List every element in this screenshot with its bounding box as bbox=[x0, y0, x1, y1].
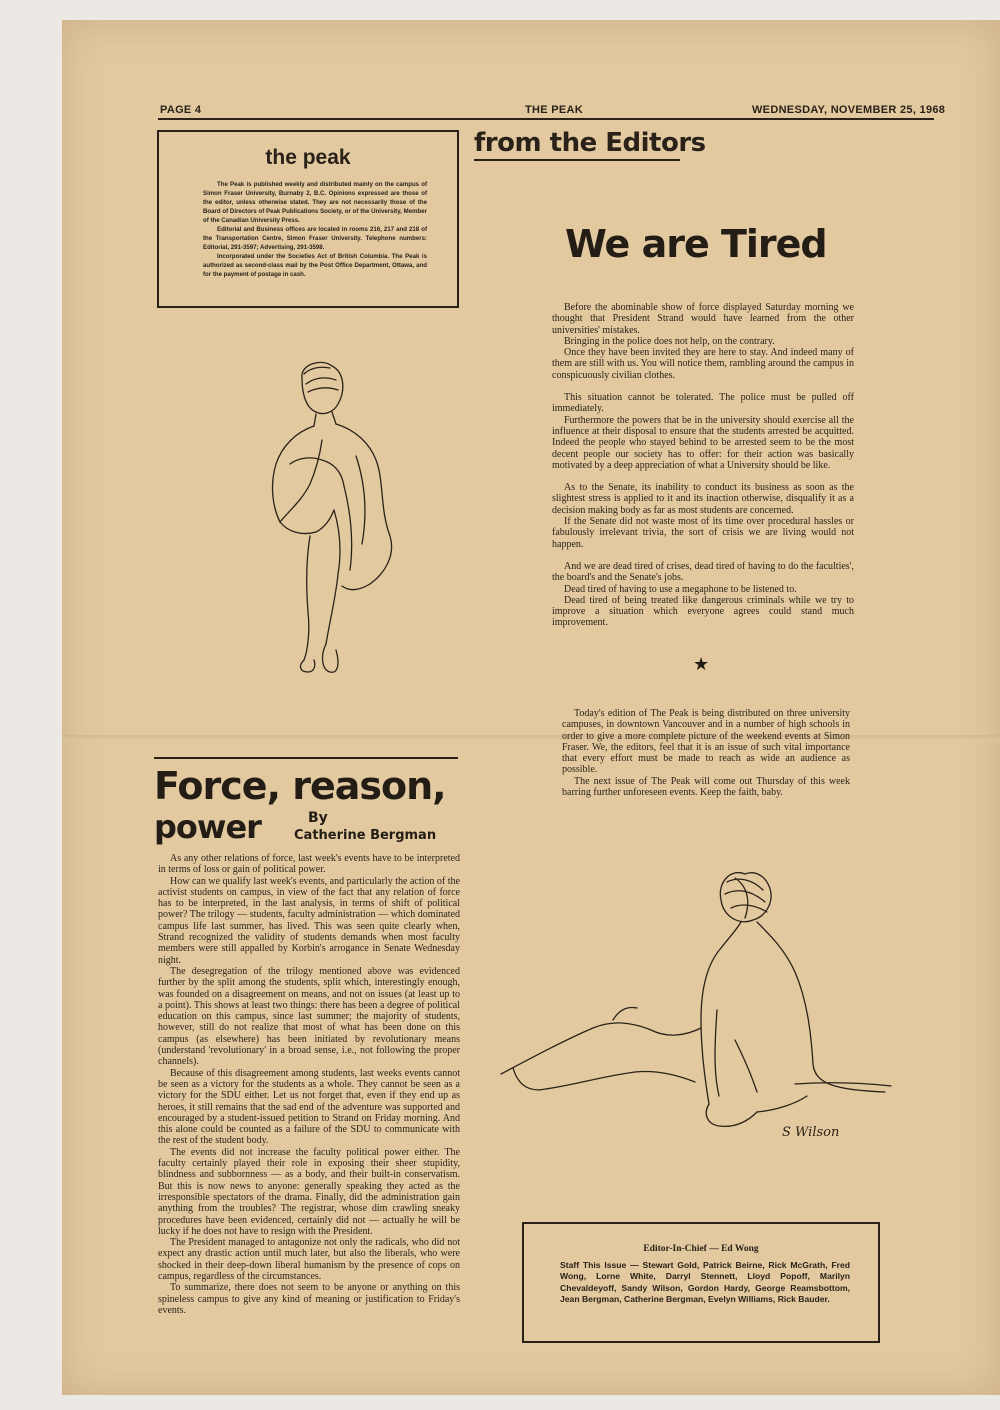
editorial-paragraph: Furthermore the powers that be in the university should exercise all the influence at their disposal to ensure that the students arrested be acquitted. Indeed the people who stayed behind to be arrested seem to be the most decent people our society has to offer: for their action was basically motivated by a deep appreciation of what a University should be like. bbox=[552, 414, 854, 471]
article-paragraph: The President managed to antagonize not only the radicals, who did not expect any drastic action until much later, but also the liberals, who were shocked in their deep-down liberal humanism by the presence of cops on campus, regardless of the circumstances. bbox=[158, 1237, 460, 1282]
editorial-body bbox=[552, 302, 854, 629]
paper-name: THE PEAK bbox=[525, 104, 584, 116]
editorial-paragraph: As to the Senate, its inability to conduct its business as soon as the slightest stress is applied to it and its inaction otherwise, disqualify it as a decision making body as far as most students are concerned. bbox=[552, 482, 854, 516]
note-paragraph: Today's edition of The Peak is being distributed on three university campuses, in downtown Vancouver and in a number of high schools in order to give a more complete picture of the weekend events at Simon Fraser. We, the editors, feel that it is an issue of such vital importance that every effort must be made to reach as wide an audience as possible. bbox=[562, 708, 850, 776]
masthead-paragraph: Editorial and Business offices are located in rooms 216, 217 and 218 of the Transportation Centre, Simon Fraser University. Telephone numbers: Editorial, 291-3597; Advertising, 291-3598. bbox=[203, 226, 427, 251]
masthead-paragraph: Incorporated under the Societies Act of British Columbia. The Peak is authorized as second-class mail by the Post Office Department, Ottawa, and for the payment of postage in cash. bbox=[203, 253, 427, 278]
editorial-paragraph: If the Senate did not waste most of its time over procedural hassles or fabulously irrelevant trivia, the sort of crisis we are living would not happen. bbox=[552, 516, 854, 550]
byline-author: Catherine Bergman bbox=[294, 828, 437, 843]
editorial-paragraph: Once they have been invited they are here to stay. And indeed many of them are still with us. You will notice them, rambling around the campus in conspicuously civilian clothes. bbox=[552, 347, 854, 381]
masthead-text bbox=[203, 180, 427, 279]
masthead-box bbox=[157, 130, 459, 308]
note-paragraph: The next issue of The Peak will come out Thursday of this week barring further unforeseen events. Keep the faith, baby. bbox=[562, 775, 850, 799]
issue-date: WEDNESDAY, NOVEMBER 25, 1968 bbox=[752, 104, 946, 116]
distribution-note bbox=[562, 708, 850, 798]
article-paragraph: The events did not increase the faculty political power either. The faculty certainly played their role in exposing their sheer stupidity, blindness and subbornness — as a body, and their built-in conservatism. But this is now news to anyone: generally speaking they acted as the irresponsible spectators of the drama. Finally, did the administration gain anything from the troubles? The registrar, whose dim crawling sneaky procedures have been evidenced, certainly did not — actually he will be lucky if he does not have to resign with the President. bbox=[158, 1146, 460, 1237]
seated-figure-illustration bbox=[250, 360, 420, 690]
editorial-paragraph: Before the abominable show of force displayed Saturday morning we thought that President Strand would have learned from the other universities' mistakes. bbox=[552, 302, 854, 336]
staff-list: Staff This Issue — Stewart Gold, Patrick Beirne, Rick McGrath, Fred Wong, Lorne White, Darryl Stennett, Lloyd Popoff, Marilyn Chevaldeyoff, Sandy Wilson, Gordon Hardy, George Reamsbottom, Jean Bergman, Catherine Bergman, Evelyn Williams, Rick Bauder. bbox=[560, 1260, 850, 1305]
masthead-paragraph: The Peak is published weekly and distributed mainly on the campus of Simon Fraser University, Burnaby 2, B.C. Opinions expressed are those of the editor, unless otherwise stated. They are not necessarily those of the Board of Directors of Peak Publications Society, or of the University, Member of the Canadian University Press. bbox=[203, 181, 427, 224]
editorial-headline: We are Tired bbox=[565, 222, 827, 266]
editorial-paragraph: Dead tired of having to use a megaphone to be listened to. bbox=[564, 583, 797, 595]
article-body bbox=[158, 853, 460, 1316]
editorial-paragraph: This situation cannot be tolerated. The police must be pulled off immediately. bbox=[552, 392, 854, 415]
star-icon: ★ bbox=[693, 654, 710, 674]
article-top-rule bbox=[154, 757, 458, 759]
credits-box bbox=[522, 1222, 880, 1343]
article-paragraph: The desegregation of the trilogy mentioned above was evidenced further by the split among the students, split which, interestingly enough, was founded on a disagreement on means, and not on issues (at least up to a point). This shows at least two things: there has been a degree of political education on this campus, since last summer; the majority of students, however, still do not realize that most of what has been done on this campus (as elsewhere) has been initiated by revolutionary means (understand 'revolutionary' in a broad sense, i.e., not following the proper channels). bbox=[158, 965, 460, 1068]
masthead-title: the peak bbox=[265, 146, 351, 169]
header-rule bbox=[158, 118, 934, 120]
article-headline-line2: power bbox=[154, 808, 261, 846]
reclining-figure-illustration bbox=[495, 860, 895, 1160]
article-headline-line1: Force, reason, bbox=[154, 764, 446, 808]
page-fold bbox=[62, 735, 1000, 741]
artist-signature: S Wilson bbox=[782, 1125, 840, 1140]
byline-by: By bbox=[308, 810, 328, 826]
article-paragraph: As any other relations of force, last week's events have to be interpreted in terms of loss or gain of political power. bbox=[158, 853, 460, 876]
editorial-paragraph: And we are dead tired of crises, dead tired of having to do the faculties', the board's and the Senate's jobs. bbox=[552, 560, 854, 584]
article-paragraph: How can we qualify last week's events, and particularly the action of the activist students on campus, in view of the fact that any relation of force has to be interpreted, in the last analysis, in terms of shift of political power? The trilogy — students, faculty administration — which dominated campus life last summer, has lived. This was seen quite clearly when, Strand recognized the validity of students demands when most faculty members were still appalled by Korbin's arrogance in Senate Wednesday night. bbox=[158, 875, 460, 966]
section-heading: from the Editors bbox=[474, 128, 706, 158]
article-paragraph: Because of this disagreement among students, last weeks events cannot be seen as a victory for the students as a whole. They cannot be seen as a victory for the SDU either. Let us not forget that, even if they end up as heroes, it still remains that the sad end of the adventure was supported and encouraged by a student-issued petition to Strand on Friday morning. And this alone could be counted as a failure of the SDU to communicate with the rest of the student body. bbox=[158, 1067, 460, 1147]
editorial-paragraph: Bringing in the police does not help, on the contrary. bbox=[564, 335, 775, 347]
section-underline bbox=[474, 159, 680, 161]
page-number: PAGE 4 bbox=[160, 104, 202, 116]
editor-in-chief: Editor-In-Chief — Ed Wong bbox=[643, 1244, 759, 1254]
editorial-paragraph: Dead tired of being treated like dangerous criminals while we try to improve a situation which everyone agrees could stand much improvement. bbox=[552, 594, 854, 629]
article-paragraph: To summarize, there does not seem to be anyone or anything on this spineless campus to give any kind of meaning or justification to Friday's events. bbox=[158, 1282, 460, 1316]
